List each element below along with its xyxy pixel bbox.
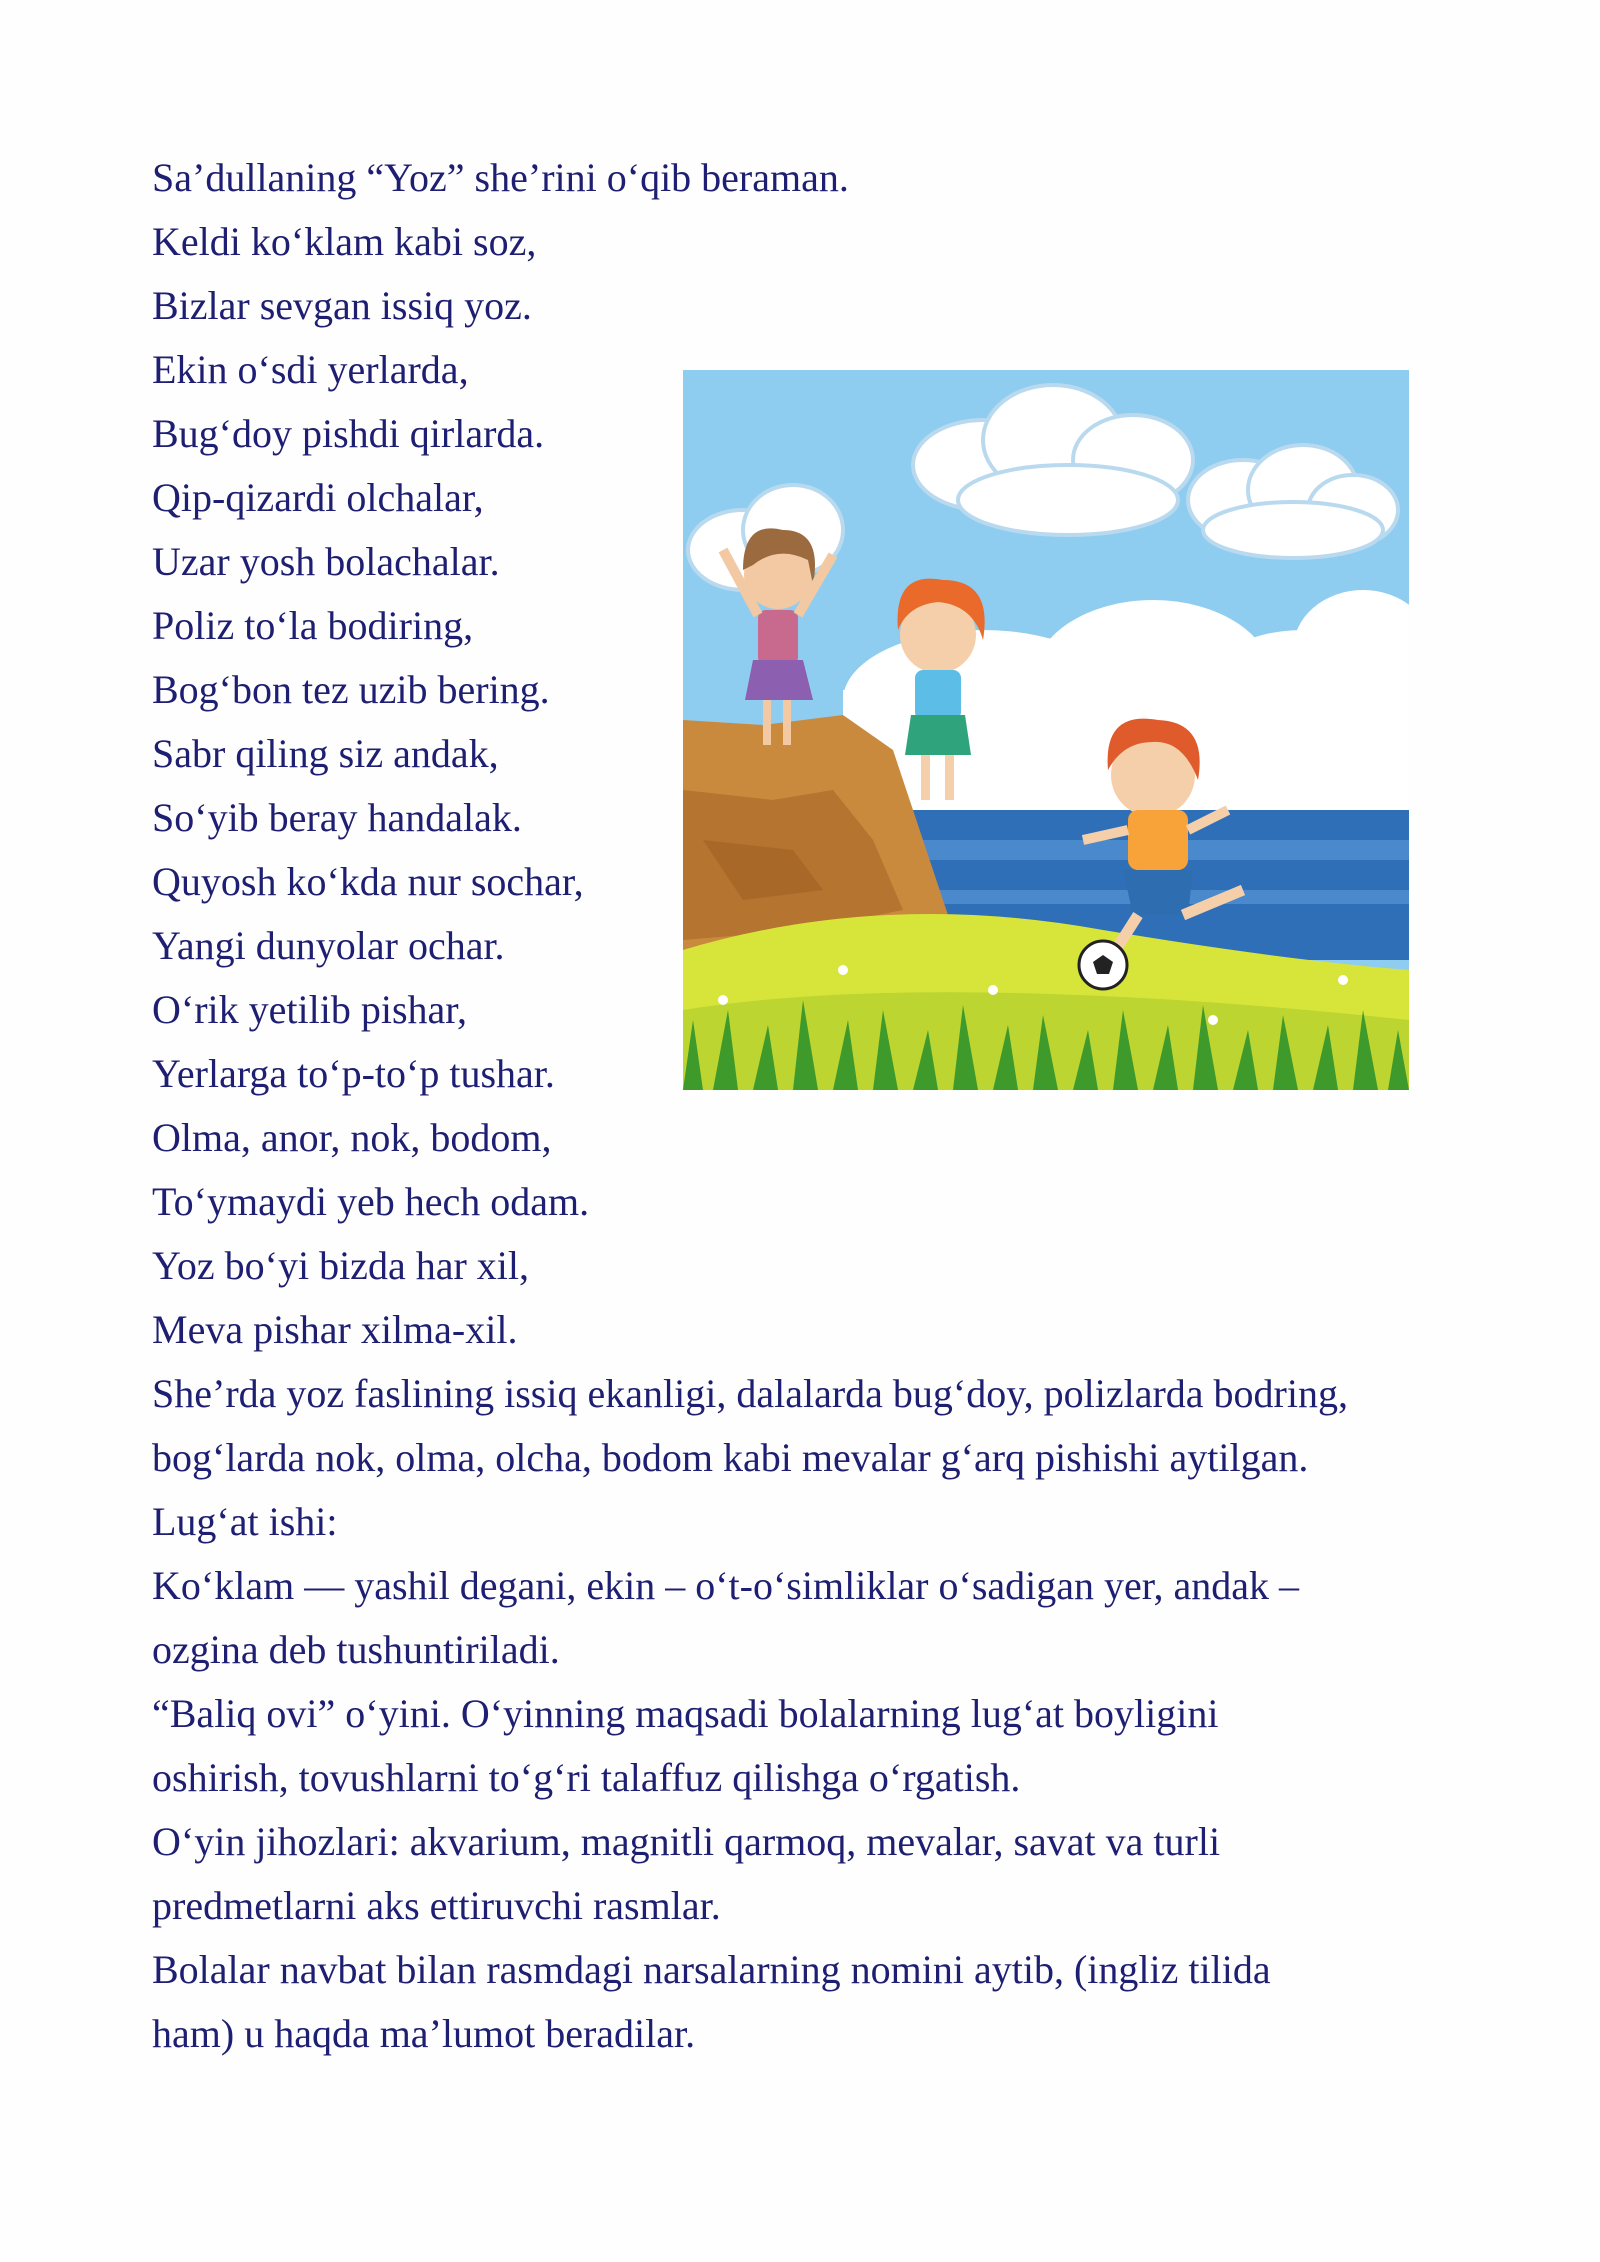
poem-line: Yangi dunyolar ochar.: [152, 923, 505, 968]
poem-line: Bog‘bon tez uzib bering.: [152, 667, 550, 712]
poem-line: Uzar yosh bolachalar.: [152, 539, 500, 584]
poem-line: To‘ymaydi yeb hech odam.: [152, 1179, 590, 1224]
poem-line: Poliz to‘la bodiring,: [152, 603, 474, 648]
poem-line: So‘yib beray handalak.: [152, 795, 522, 840]
activity-line: ham) u haqda ma’lumot beradilar.: [152, 2011, 696, 2056]
poem-line: Yerlarga to‘p-to‘p tushar.: [152, 1051, 555, 1096]
activity-line: Bolalar navbat bilan rasmdagi narsalarning nomini aytib, (ingliz tilida: [152, 1947, 1271, 1992]
poem-line: Bug‘doy pishdi qirlarda.: [152, 411, 545, 456]
poem-line: Sabr qiling siz andak,: [152, 731, 499, 776]
equipment-line: O‘yin jihozlari: akvarium, magnitli qarmoq, mevalar, savat va turli: [152, 1819, 1221, 1864]
poem-line: O‘rik yetilib pishar,: [152, 987, 467, 1032]
equipment-line: predmetlarni aks ettiruvchi rasmlar.: [152, 1883, 721, 1928]
game-line: oshirish, tovushlarni to‘g‘ri talaffuz qilishga o‘rgatish.: [152, 1755, 1021, 1800]
vocab-line: Ko‘klam — yashil degani, ekin – o‘t-o‘simliklar o‘sadigan yer, andak –: [152, 1563, 1299, 1608]
summer-kids-illustration: [683, 370, 1409, 1090]
poem-line: Olma, anor, nok, bodom,: [152, 1115, 552, 1160]
vocab-line: ozgina deb tushuntiriladi.: [152, 1627, 560, 1672]
poem-line: Quyosh ko‘kda nur sochar,: [152, 859, 584, 904]
vocab-heading: Lug‘at ishi:: [152, 1499, 338, 1544]
summary-line: She’rda yoz faslining issiq ekanligi, dalalarda bug‘doy, polizlarda bodring,: [152, 1371, 1348, 1416]
game-line: “Baliq ovi” o‘yini. O‘yinning maqsadi bolalarning lug‘at boyligini: [152, 1691, 1219, 1736]
poem-line: Ekin o‘sdi yerlarda,: [152, 347, 469, 392]
poem-intro: Sa’dullaning “Yoz” she’rini o‘qib beraman.: [152, 155, 849, 200]
poem-line: Bizlar sevgan issiq yoz.: [152, 283, 532, 328]
poem-line: Yoz bo‘yi bizda har xil,: [152, 1243, 529, 1288]
poem-line: Keldi ko‘klam kabi soz,: [152, 219, 537, 264]
poem-line: Qip-qizardi olchalar,: [152, 475, 484, 520]
poem-line: Meva pishar xilma-xil.: [152, 1307, 518, 1352]
summary-line: bog‘larda nok, olma, olcha, bodom kabi mevalar g‘arq pishishi aytilgan.: [152, 1435, 1309, 1480]
